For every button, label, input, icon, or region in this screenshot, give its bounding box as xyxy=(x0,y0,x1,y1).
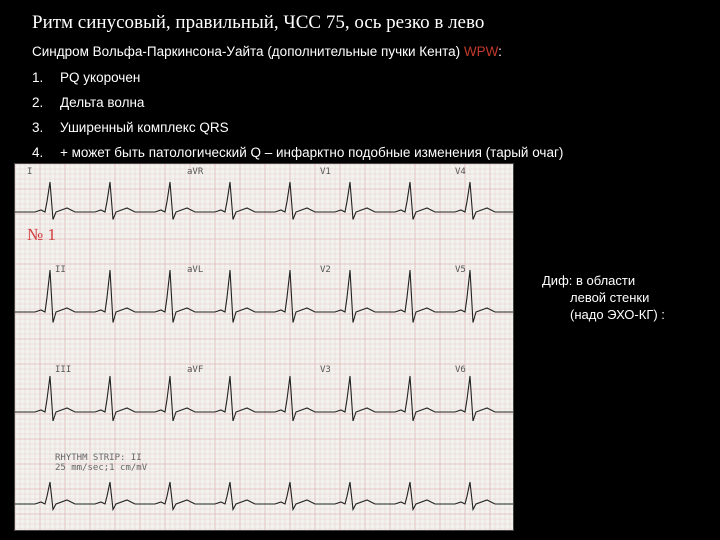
list-item-text: Уширенный комплекс QRS xyxy=(60,120,229,135)
lead-label: aVL xyxy=(187,265,204,275)
ecg-image xyxy=(14,163,514,531)
list-item-number: 4. xyxy=(32,145,44,160)
differential-line: Диф: в области xyxy=(542,273,636,288)
rhythm-strip-speed: 25 mm/sec;1 cm/mV xyxy=(55,463,148,473)
slide-title: Ритм синусовый, правильный, ЧСС 75, ось резко в лево xyxy=(32,12,485,33)
rhythm-strip-label: RHYTHM STRIP: II xyxy=(55,453,142,463)
lead-label: V5 xyxy=(455,265,466,275)
list-item-number: 2. xyxy=(32,95,44,110)
lead-label: aVF xyxy=(187,365,204,375)
subtitle-accent: WPW xyxy=(463,44,499,59)
lead-label: III xyxy=(55,365,72,375)
list-item-number: 1. xyxy=(32,70,44,85)
list-item-number: 3. xyxy=(32,120,44,135)
lead-label: V4 xyxy=(455,167,466,177)
subtitle-suffix: : xyxy=(498,44,502,59)
ecg-grid xyxy=(15,164,513,530)
case-number: № 1 xyxy=(27,225,56,244)
lead-label: V3 xyxy=(320,365,331,375)
lead-label: II xyxy=(55,265,66,275)
differential-line: (надо ЭХО-КГ) : xyxy=(570,307,665,322)
list-item-text: + может быть патологический Q – инфарктно подобные изменения (тарый очаг) xyxy=(60,145,564,160)
lead-label: I xyxy=(27,167,33,177)
subtitle xyxy=(32,44,502,59)
list-item-text: Дельта волна xyxy=(60,95,145,110)
subtitle-text: Синдром Вольфа-Паркинсона-Уайта (дополнительные пучки Кента) xyxy=(32,44,464,59)
lead-label: aVR xyxy=(187,167,204,177)
list-item-text: PQ укорочен xyxy=(60,70,141,85)
differential-line: левой стенки xyxy=(570,290,650,305)
lead-label: V2 xyxy=(320,265,331,275)
differential-note xyxy=(542,272,712,323)
lead-label: V1 xyxy=(320,167,331,177)
lead-label: V6 xyxy=(455,365,466,375)
